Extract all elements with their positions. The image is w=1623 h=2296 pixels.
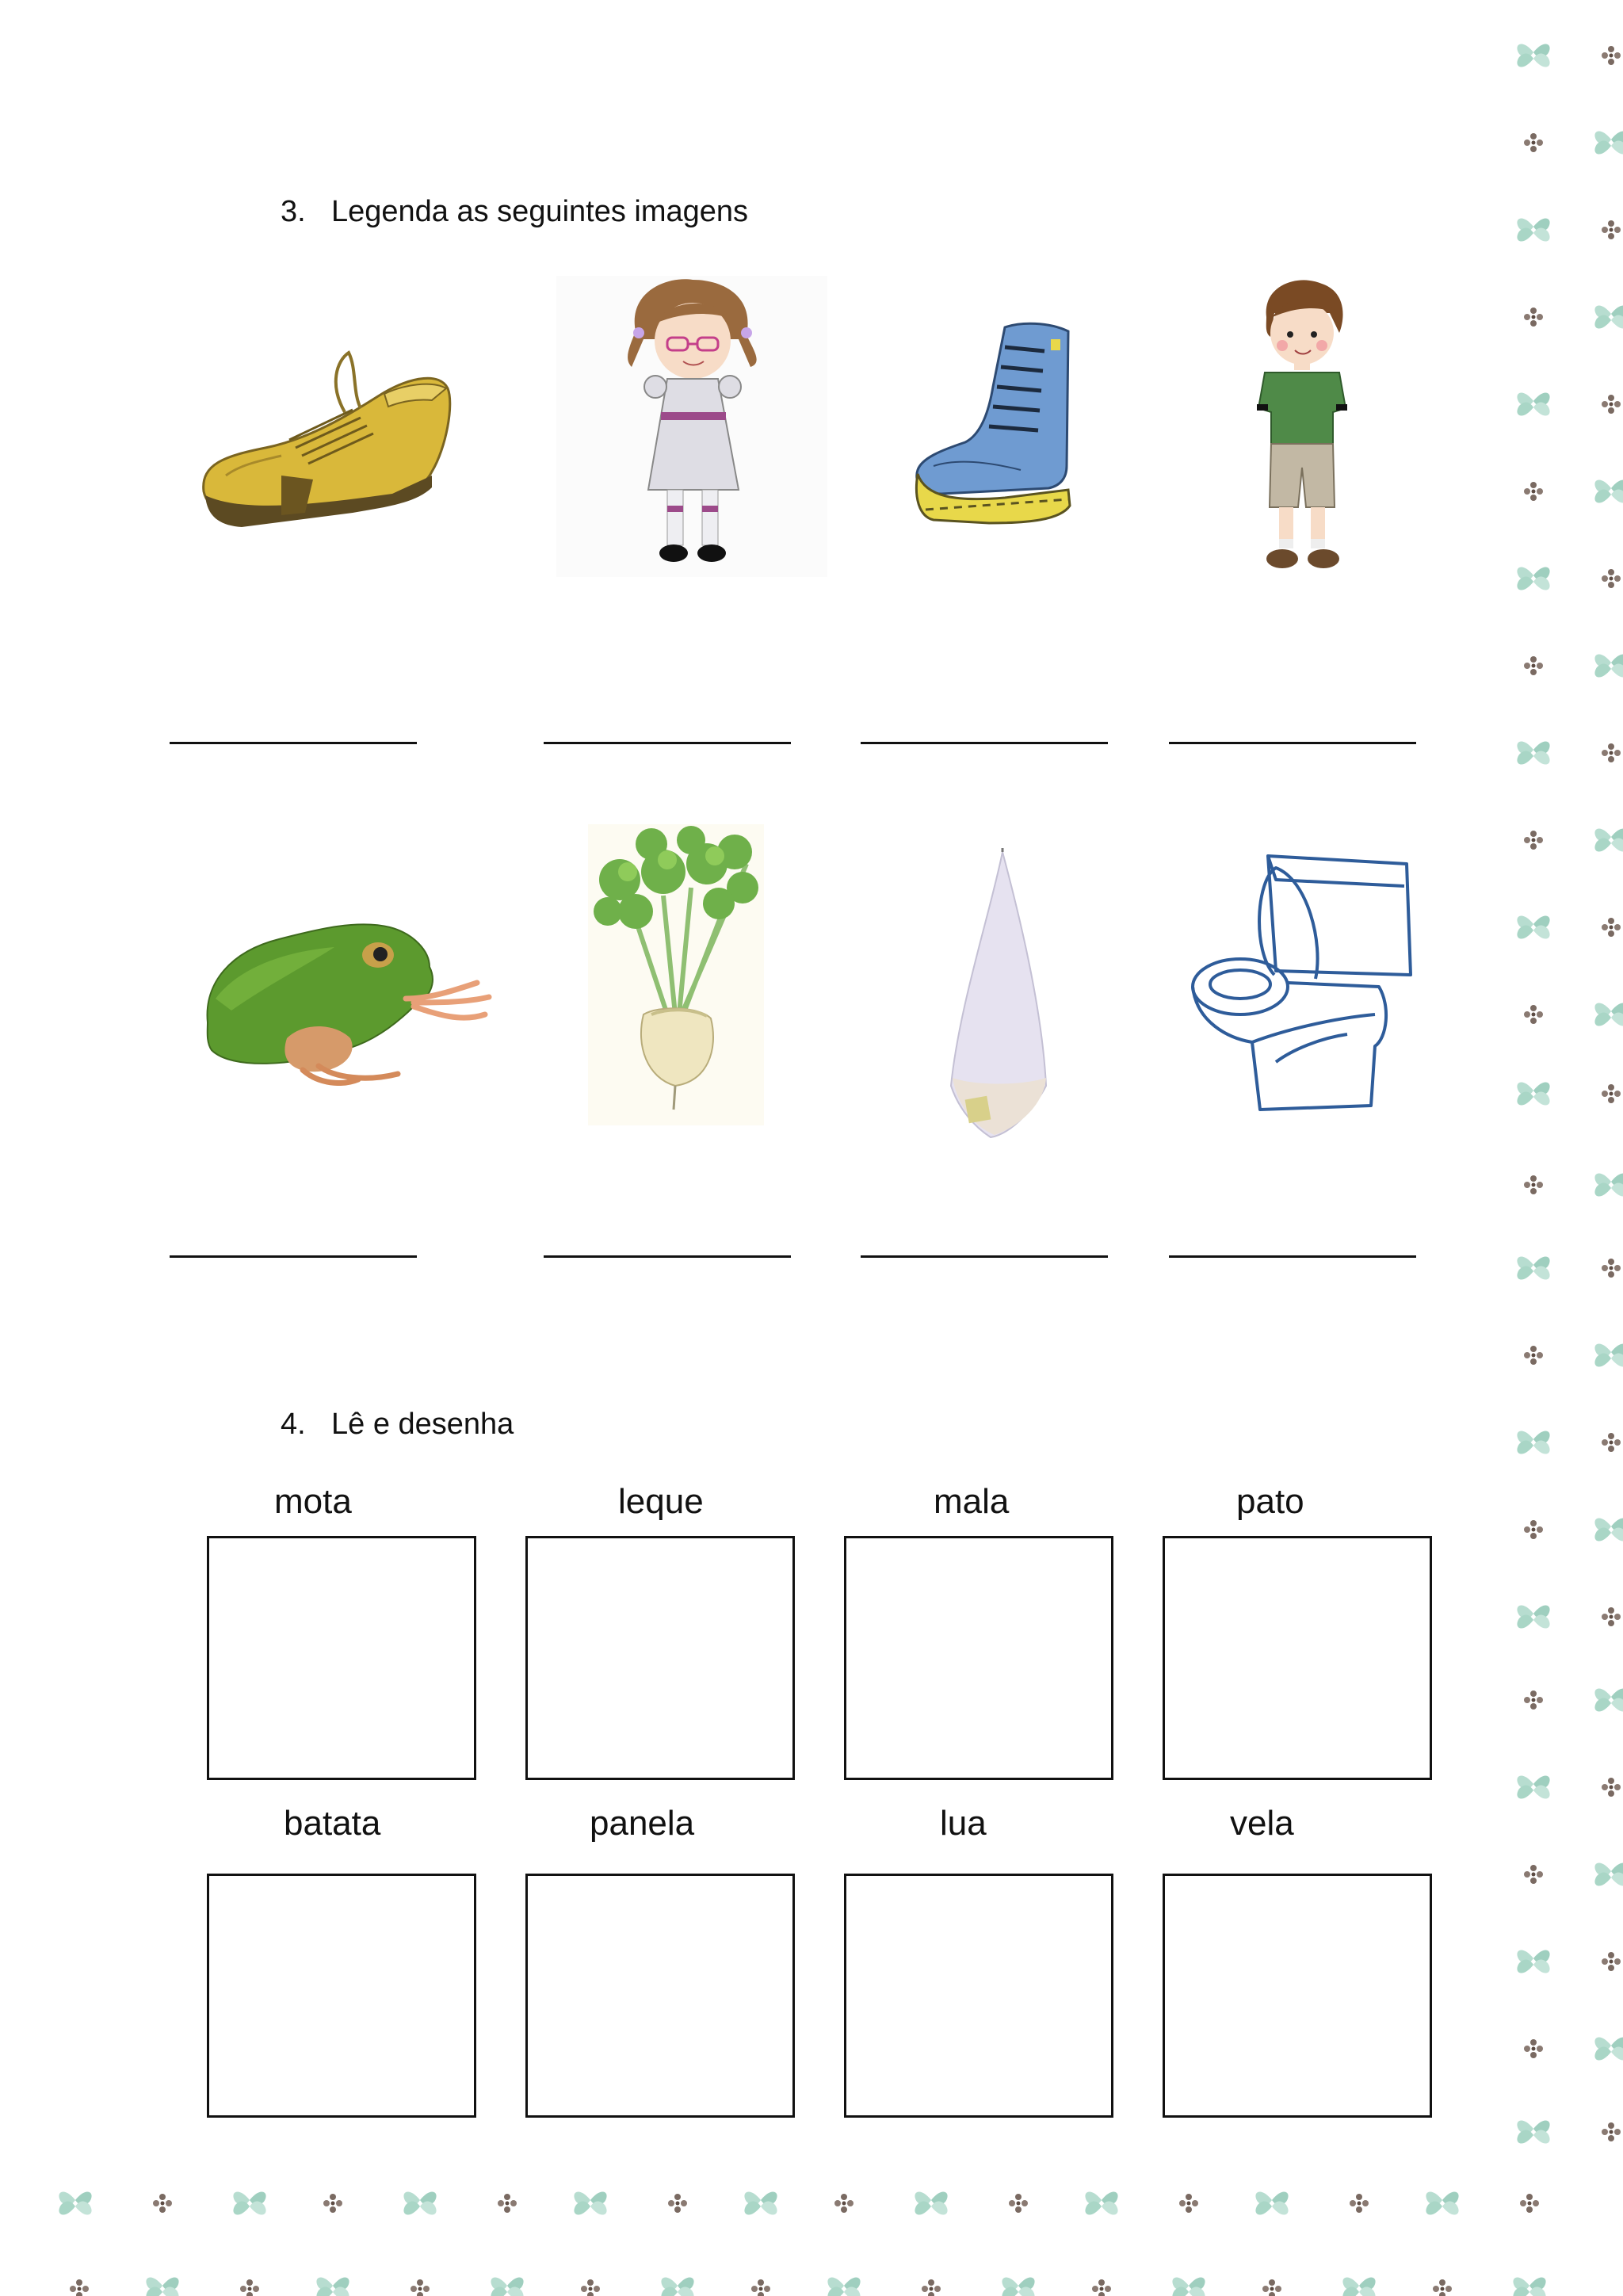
decorative-border-right [1494,0,1623,2296]
word-label: panela [590,1804,695,1843]
answer-line[interactable] [170,1255,417,1258]
drawing-box[interactable] [844,1874,1113,2118]
drawing-box[interactable] [1163,1536,1432,1780]
drawing-box[interactable] [525,1536,795,1780]
drawing-box[interactable] [844,1536,1113,1780]
girl-icon [556,276,827,577]
word-label: vela [1230,1804,1294,1843]
section-3-heading: Legenda as seguintes imagens [331,195,749,228]
word-label: pato [1236,1482,1304,1521]
shoe-icon [194,337,456,527]
section-4-title [281,1408,514,1442]
answer-line[interactable] [1169,1255,1416,1258]
turnip-icon [588,824,764,1125]
section-4-heading: Lê e desenha [331,1408,514,1441]
section-4-number: 4. [281,1408,306,1441]
word-label: mala [934,1482,1010,1521]
answer-line[interactable] [544,1255,791,1258]
boot-icon [910,315,1075,525]
candle-icon [943,848,1062,1141]
word-label: batata [284,1804,381,1843]
border-pattern-right [1517,44,1623,2143]
answer-line[interactable] [170,742,417,744]
answer-line[interactable] [544,742,791,744]
frog-icon [200,904,493,1086]
boy-icon [1251,277,1354,577]
drawing-box[interactable] [207,1874,476,2118]
border-pattern-bottom [59,2191,1545,2296]
word-label: lua [940,1804,987,1843]
drawing-box[interactable] [207,1536,476,1780]
section-3-title [281,195,748,229]
drawing-box[interactable] [1163,1874,1432,2118]
word-label: mota [274,1482,352,1521]
drawing-box[interactable] [525,1874,795,2118]
answer-line[interactable] [1169,742,1416,744]
section-3-number: 3. [281,195,306,228]
answer-line[interactable] [861,742,1108,744]
word-label: leque [618,1482,704,1521]
toilet-icon [1189,848,1419,1117]
answer-line[interactable] [861,1255,1108,1258]
decorative-border-bottom [0,2172,1623,2296]
